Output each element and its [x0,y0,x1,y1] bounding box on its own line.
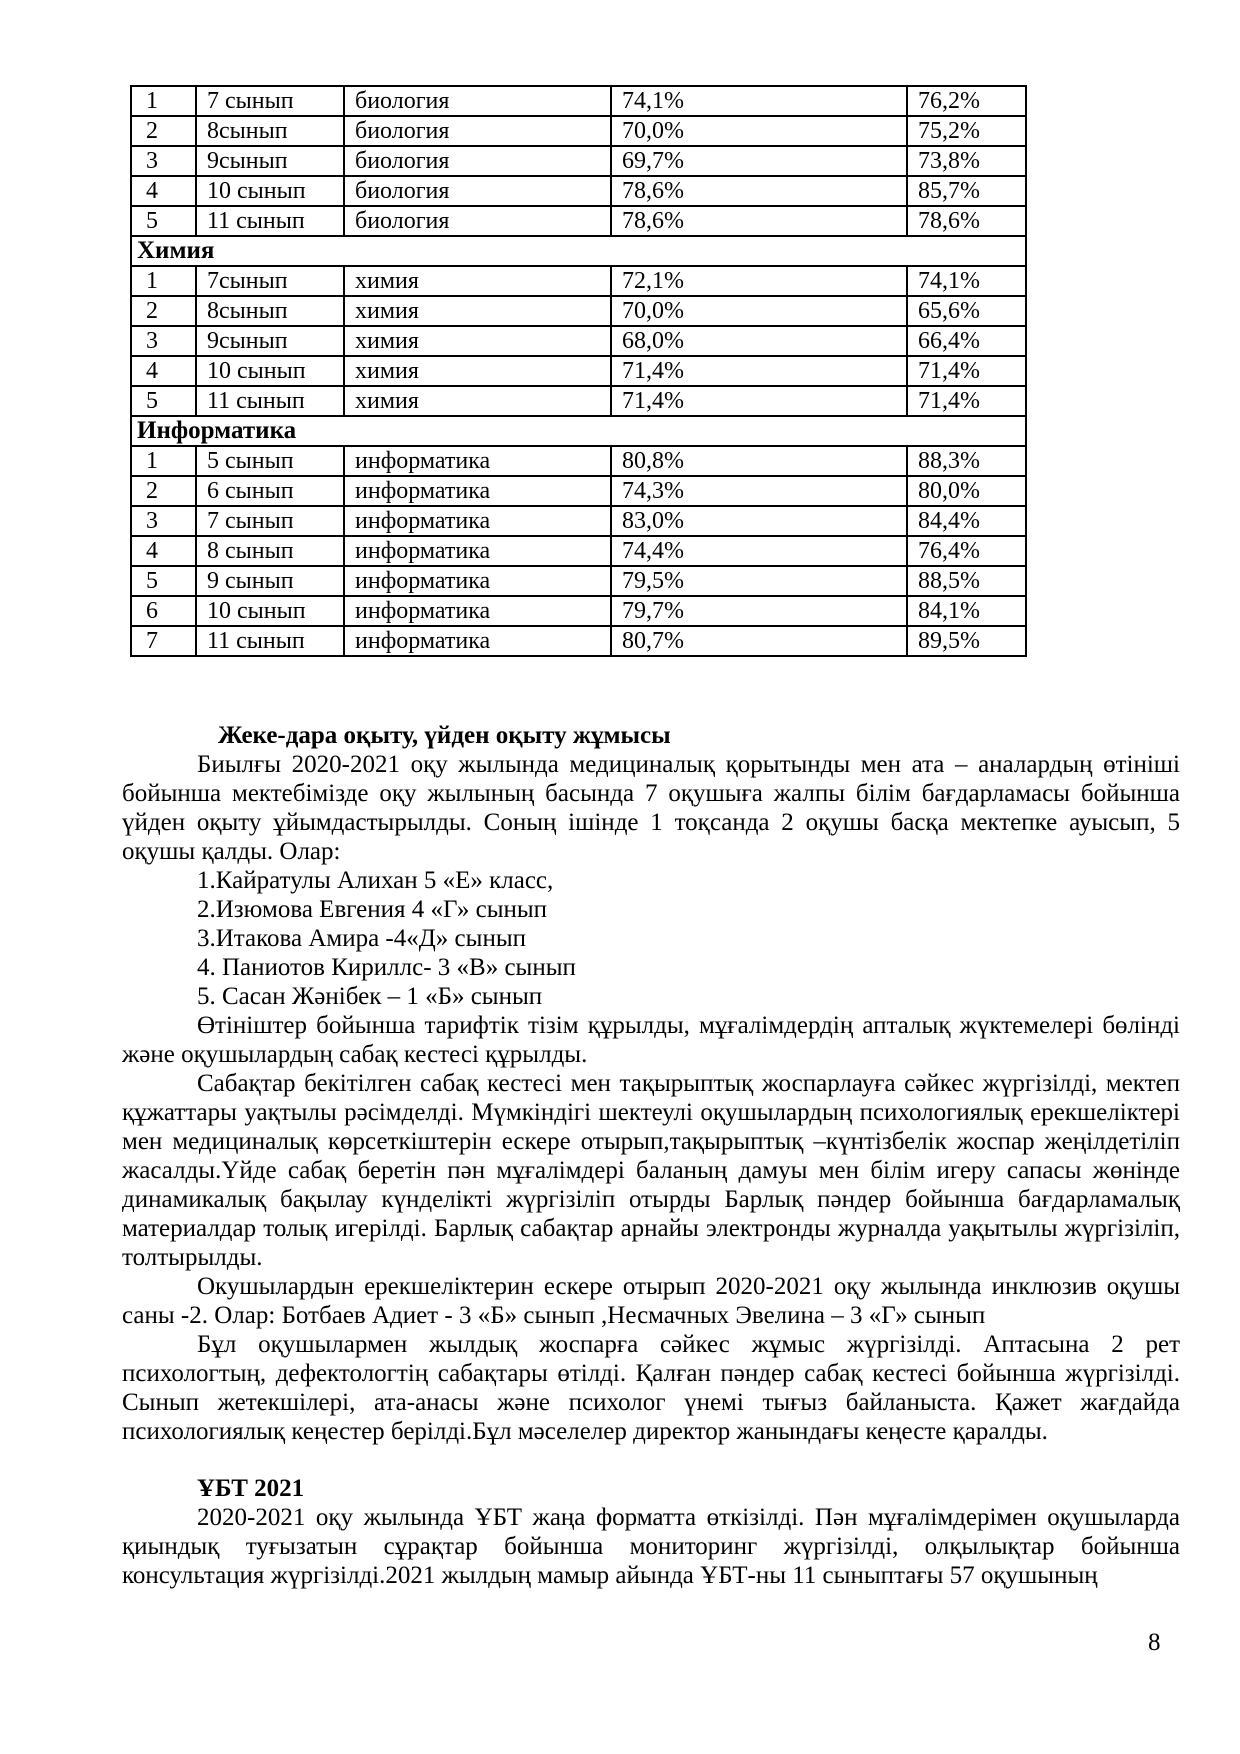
row-number: 1 [131,266,196,296]
percent-second: 89,5% [907,626,1026,656]
subject-name: химия [344,386,611,416]
page-content [122,85,1180,1590]
class-name: 7 сынып [196,86,344,116]
table-section-header: Химия [131,236,1026,266]
row-number: 7 [131,626,196,656]
percent-first: 74,3% [611,476,907,506]
table-row [131,626,1026,656]
percent-first: 69,7% [611,146,907,176]
class-name: 10 сынып [196,176,344,206]
table-row [131,266,1026,296]
row-number: 3 [131,146,196,176]
row-number: 6 [131,596,196,626]
class-name: 11 сынып [196,626,344,656]
class-name: 9сынып [196,326,344,356]
heading-individual-study: Жеке-дара оқыту, үйден оқыту жұмысы [218,722,671,749]
table-row [131,356,1026,386]
list-item: 5. Сасан Жәнібек – 1 «Б» сынып [197,983,543,1010]
percent-second: 71,4% [907,356,1026,386]
class-name: 8 сынып [196,536,344,566]
percent-first: 72,1% [611,266,907,296]
table-row [131,536,1026,566]
subject-name: информатика [344,596,611,626]
table-row [131,206,1026,236]
percent-second: 76,4% [907,536,1026,566]
percent-first: 71,4% [611,386,907,416]
list-item: 2.Изюмова Евгения 4 «Г» сынып [197,896,548,923]
row-number: 2 [131,476,196,506]
row-number: 4 [131,536,196,566]
subject-name: биология [344,206,611,236]
paragraph-tariff-list: Өтініштер бойынша тарифтік тізім құрылды, мұғалімдердің апталық жүктемелері бөлінді және оқушылардың сабақ кестесі құрылды. [122,1012,1180,1068]
row-number: 3 [131,326,196,356]
percent-second: 88,5% [907,566,1026,596]
class-name: 5 сынып [196,446,344,476]
subject-name: биология [344,116,611,146]
class-name: 11 сынып [196,386,344,416]
class-name: 10 сынып [196,596,344,626]
percent-second: 84,1% [907,596,1026,626]
subject-name: информатика [344,566,611,596]
paragraph-yearly-plan: Бұл оқушылармен жылдық жоспарға сәйкес жұмыс жүргізілді. Аптасына 2 рет психологтың, дефектологтің сабақтары өтілді. Қалған пәндер сабақ кестесі бойынша жүргізілді. Сынып жетекшілері, ата-анасы және психолог үнемі тығыз байланыста. Қажет жағдайда психологиялық кеңестер берілді.Бұл мәселелер директор жанындағы кеңесте қаралды. [122,1331,1180,1445]
paragraph-ubt: 2020-2021 оқу жылында ҰБТ жаңа форматта өткізілді. Пән мұғалімдерімен оқушыларда қиындық туғызатын сұрақтар бойынша мониторинг жүргізілді, олқылықтар бойынша консультация жүргізілді.2021 жылдың мамыр айында ҰБТ-ны 11 сыныптағы 57 оқушының [122,1504,1180,1589]
subject-name: биология [344,86,611,116]
table-row [131,176,1026,206]
table-row [131,386,1026,416]
row-number: 3 [131,506,196,536]
percent-second: 85,7% [907,176,1026,206]
subject-name: химия [344,266,611,296]
table-section-row [131,416,1026,446]
percent-first: 74,1% [611,86,907,116]
class-name: 8сынып [196,296,344,326]
row-number: 1 [131,446,196,476]
subject-results-table [130,85,1027,657]
table-row [131,326,1026,356]
percent-second: 66,4% [907,326,1026,356]
percent-second: 84,4% [907,506,1026,536]
percent-first: 70,0% [611,296,907,326]
percent-second: 76,2% [907,86,1026,116]
list-item: 1.Кайратулы Алихан 5 «Е» класс, [197,867,554,894]
class-name: 11 сынып [196,206,344,236]
percent-second: 73,8% [907,146,1026,176]
table-row [131,116,1026,146]
percent-second: 88,3% [907,446,1026,476]
subject-name: информатика [344,446,611,476]
subject-name: информатика [344,506,611,536]
subject-name: информатика [344,626,611,656]
percent-first: 74,4% [611,536,907,566]
subject-name: химия [344,356,611,386]
paragraph-lessons: Сабақтар бекітілген сабақ кестесі мен тақырыптық жоспарлауға сәйкес жүргізілді, мектеп құжаттары уақтылы рәсімделді. Мүмкіндігі шектеулі оқушылардың психологиялық ерекшеліктері мен медициналық көрсеткіштерін ескере отырып,тақырыптық –күнтізбелік жоспар жеңілдетіліп жасалды.Үйде сабақ беретін пән мұғалімдері баланың дамуы мен білім игеру сапасы жөнінде динамикалық бақылау күнделікті жүргізіліп отырды Барлық пәндер бойынша бағдарламалық материалдар толық игерілді. Барлық сабақтар арнайы электронды журналда уақытылы жүргізіліп, толтырылды. [122,1070,1180,1271]
subject-name: информатика [344,476,611,506]
percent-second: 78,6% [907,206,1026,236]
table-row [131,86,1026,116]
list-item: 4. Паниотов Кириллс- 3 «В» сынып [197,954,576,981]
row-number: 2 [131,116,196,146]
row-number: 2 [131,296,196,326]
class-name: 8сынып [196,116,344,146]
table-section-header: Информатика [131,416,1026,446]
percent-first: 83,0% [611,506,907,536]
table-row [131,446,1026,476]
percent-second: 75,2% [907,116,1026,146]
subject-name: химия [344,296,611,326]
percent-second: 74,1% [907,266,1026,296]
row-number: 1 [131,86,196,116]
percent-second: 71,4% [907,386,1026,416]
percent-first: 80,7% [611,626,907,656]
class-name: 10 сынып [196,356,344,386]
table-row [131,476,1026,506]
table-section-row [131,236,1026,266]
class-name: 7сынып [196,266,344,296]
class-name: 6 сынып [196,476,344,506]
subject-name: биология [344,176,611,206]
list-item: 3.Итакова Амира -4«Д» сынып [197,925,527,952]
table-row [131,506,1026,536]
percent-second: 80,0% [907,476,1026,506]
paragraph-inclusive: Окушылардын ерекшеліктерин ескере отырып 2020-2021 оқу жылында инклюзив оқушы саны -2. Олар: Ботбаев Адиет - 3 «Б» сынып ,Несмачных Эвелина – 3 «Г» сынып [122,1273,1180,1329]
subject-name: информатика [344,536,611,566]
percent-first: 71,4% [611,356,907,386]
heading-ubt-2021: ҰБТ 2021 [197,1475,305,1502]
percent-first: 79,5% [611,566,907,596]
row-number: 4 [131,176,196,206]
student-list [122,866,1180,1011]
class-name: 7 сынып [196,506,344,536]
table-row [131,566,1026,596]
paragraph-home-study: Биылғы 2020-2021 оқу жылында медициналық қорытынды мен ата – аналардың өтініші бойынша мектебімізде оқу жылының басында 7 оқушыға жалпы білім бағдарламасы бойынша үйден оқыту ұйымдастырылды. Соның ішінде 1 тоқсанда 2 оқушы басқа мектепке ауысып, 5 оқушы қалды. Олар: [122,751,1180,865]
row-number: 5 [131,206,196,236]
subject-name: биология [344,146,611,176]
table-row [131,596,1026,626]
table-row [131,146,1026,176]
percent-first: 78,6% [611,176,907,206]
results-table-body [131,86,1026,656]
subject-name: химия [344,326,611,356]
row-number: 5 [131,566,196,596]
row-number: 5 [131,386,196,416]
percent-first: 80,8% [611,446,907,476]
percent-first: 68,0% [611,326,907,356]
class-name: 9 сынып [196,566,344,596]
percent-first: 70,0% [611,116,907,146]
page-number: 8 [1148,1629,1161,1656]
class-name: 9сынып [196,146,344,176]
table-row [131,296,1026,326]
percent-second: 65,6% [907,296,1026,326]
percent-first: 79,7% [611,596,907,626]
row-number: 4 [131,356,196,386]
percent-first: 78,6% [611,206,907,236]
